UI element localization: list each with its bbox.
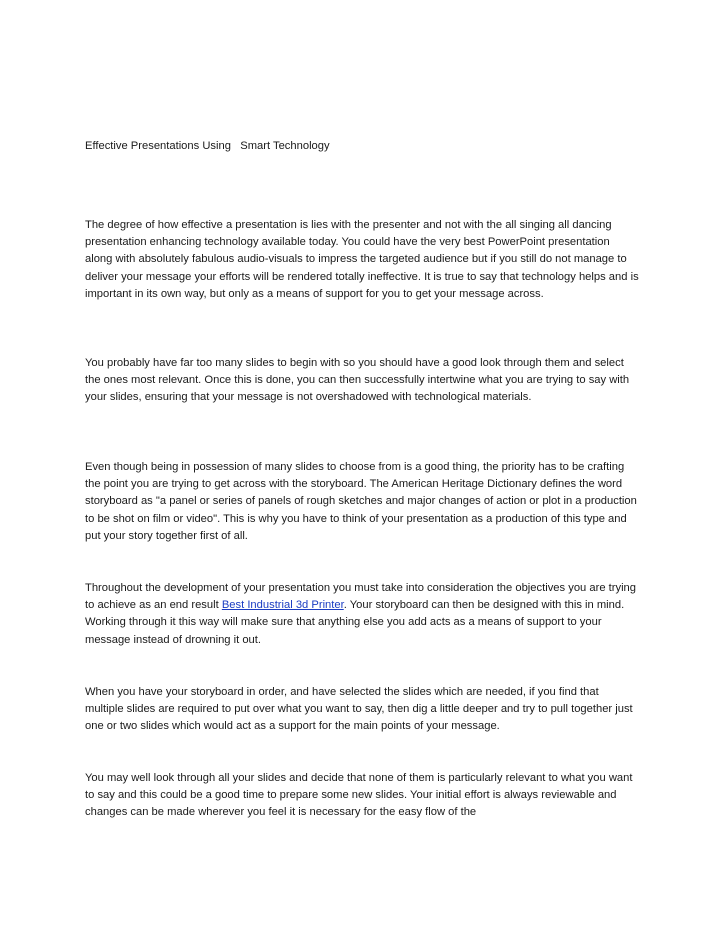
best-industrial-3d-printer-link[interactable]: Best Industrial 3d Printer bbox=[221, 599, 344, 612]
paragraph-1: The degree of how effective a presentation is lies with the presenter and not with the all singing all dancing presentation enhancing technology available today. You could have the very best PowerPoint presentation along with absolutely fabulous audio-visuals to impress the targeted audience but if you still do not manage to deliver your message your efforts will be rendered totally ineffective. It is true to say that technology helps and is important in its own way, but only as a means of support for you to get your message across. bbox=[85, 219, 639, 300]
paragraph-6: You may well look through all your slides and decide that none of them is particularly relevant to what you want to say and this could be a good time to prepare some new slides. Your initial effort is always reviewable and changes can be made wherever you feel it is necessary for the easy flow of the bbox=[85, 772, 633, 819]
paragraph-4-text-after: . Your storyboard can then be designed with this in mind. Working through it this way will make sure that anything else you add acts as a means of support to your message instead of drowning it out. bbox=[85, 599, 625, 646]
paragraph-4-text-before: Throughout the development of your presentation you must take into consideration the objectives you are trying to achieve as an end result bbox=[85, 582, 637, 612]
document-title: Effective Presentations Using Smart Technology bbox=[85, 140, 330, 152]
paragraph-2: You probably have far too many slides to begin with so you should have a good look through them and select the ones most relevant. Once this is done, you can then successfully intertwine what you are trying to say with your slides, ensuring that your message is not overshadowed with technological materials. bbox=[85, 357, 630, 404]
paragraph-3: Even though being in possession of many slides to choose from is a good thing, the priority has to be crafting the point you are trying to get across with the storyboard. The American Heritage Dictionary defines the word storyboard as "a panel or series of panels of rough sketches and major changes of action or plot in a production to be shot on film or video". This is why you have to think of your presentation as a production of this type and put your story together first of all. bbox=[85, 461, 637, 542]
paragraph-5: When you have your storyboard in order, and have selected the slides which are needed, if you find that multiple slides are required to put over what you want to say, then dig a little deeper and try to pull together just one or two slides which would act as a support for the main points of your message. bbox=[85, 686, 633, 733]
paragraph-4 bbox=[85, 580, 640, 649]
